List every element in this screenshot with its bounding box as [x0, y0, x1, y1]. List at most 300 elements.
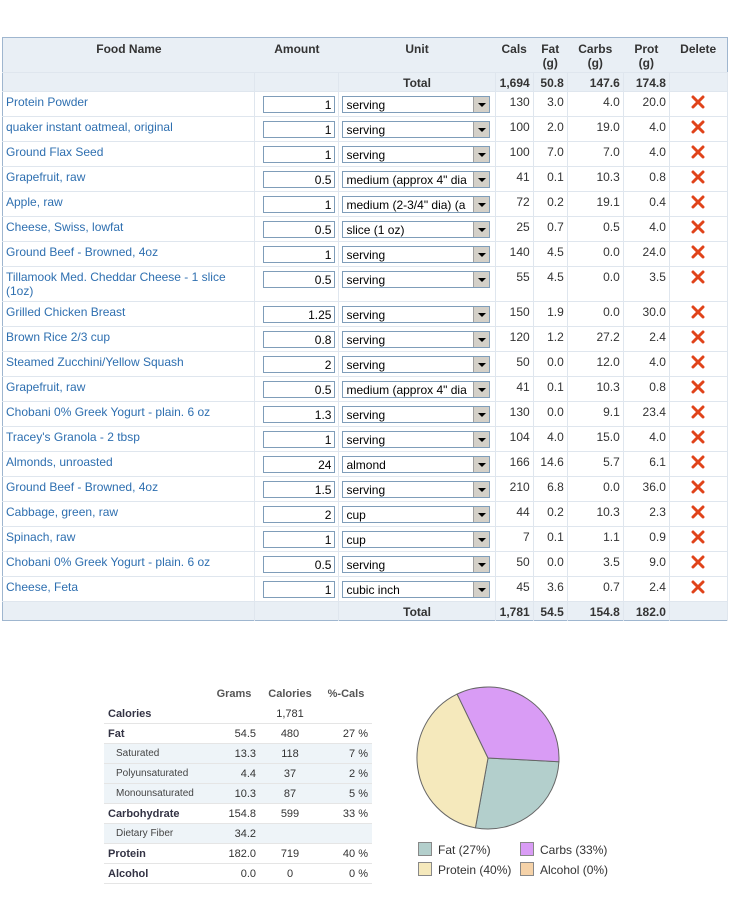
amount-input[interactable]	[263, 431, 335, 448]
unit-select[interactable]	[342, 271, 490, 288]
fat-value: 0.1	[533, 167, 567, 192]
food-row	[3, 142, 728, 167]
prot-value: 36.0	[623, 477, 669, 502]
carbs-value: 15.0	[567, 427, 623, 452]
cals-value: 50	[495, 352, 533, 377]
delete-button[interactable]	[669, 302, 727, 327]
cals-value: 7	[495, 527, 533, 552]
amount-input[interactable]	[263, 171, 335, 188]
summary-calories: 0	[260, 864, 320, 884]
dropdown-arrow-icon	[473, 247, 489, 262]
food-row	[3, 377, 728, 402]
amount-input[interactable]	[263, 96, 335, 113]
delete-x-icon	[691, 120, 705, 134]
summary-row	[104, 844, 372, 864]
delete-button[interactable]	[669, 477, 727, 502]
prot-value: 6.1	[623, 452, 669, 477]
summary-pct: 40 %	[320, 844, 372, 864]
summary-label: Fat	[104, 724, 208, 744]
carbs-value: 0.0	[567, 302, 623, 327]
amount-input[interactable]	[263, 356, 335, 373]
header-carbs-unit: (g)	[587, 56, 603, 70]
bottom-total-carbs: 154.8	[567, 602, 623, 621]
pie-slice-fat	[475, 758, 558, 829]
amount-input[interactable]	[263, 381, 335, 398]
cals-value: 104	[495, 427, 533, 452]
delete-button[interactable]	[669, 167, 727, 192]
summary-label: Calories	[104, 704, 208, 724]
dropdown-arrow-icon	[473, 197, 489, 212]
delete-button[interactable]	[669, 402, 727, 427]
dropdown-arrow-icon	[473, 122, 489, 137]
bottom-total-row	[3, 602, 728, 621]
carbs-value: 0.0	[567, 267, 623, 302]
unit-select[interactable]	[342, 96, 490, 113]
summary-row	[104, 864, 372, 884]
amount-input[interactable]	[263, 146, 335, 163]
unit-select-value: serving	[346, 483, 386, 497]
delete-button[interactable]	[669, 327, 727, 352]
fat-value: 0.2	[533, 192, 567, 217]
legend-swatch-carbs	[520, 842, 534, 856]
summary-calories: 719	[260, 844, 320, 864]
summary-pct: 27 %	[320, 724, 372, 744]
unit-select-value: serving	[346, 408, 386, 422]
header-prot	[623, 38, 669, 73]
header-prot-unit: (g)	[638, 56, 654, 70]
summary-row	[104, 764, 372, 784]
fat-value: 0.2	[533, 502, 567, 527]
summary-pct	[320, 704, 372, 724]
delete-x-icon	[691, 405, 705, 419]
fat-value: 7.0	[533, 142, 567, 167]
dropdown-arrow-icon	[473, 457, 489, 472]
unit-select[interactable]	[342, 431, 490, 448]
unit-select[interactable]	[342, 456, 490, 473]
fat-value: 4.5	[533, 267, 567, 302]
carbs-value: 19.1	[567, 192, 623, 217]
unit-select[interactable]	[342, 381, 490, 398]
food-name-link[interactable]: Cabbage, green, raw	[6, 505, 119, 519]
summary-calories: 599	[260, 804, 320, 824]
food-row	[3, 402, 728, 427]
carbs-value: 10.3	[567, 377, 623, 402]
macro-pie-chart	[416, 684, 562, 832]
food-name-link[interactable]: Ground Flax Seed	[6, 145, 104, 159]
dropdown-arrow-icon	[473, 507, 489, 522]
amount-input[interactable]	[263, 271, 335, 288]
carbs-value: 19.0	[567, 117, 623, 142]
prot-value: 24.0	[623, 242, 669, 267]
summary-grams: 10.3	[208, 784, 260, 804]
unit-select-value: serving	[346, 333, 386, 347]
delete-button[interactable]	[669, 217, 727, 242]
unit-select[interactable]	[342, 356, 490, 373]
food-name-link[interactable]: Grilled Chicken Breast	[6, 305, 126, 319]
food-name-link[interactable]: Grapefruit, raw	[6, 380, 86, 394]
food-row	[3, 427, 728, 452]
summary-header-grams: Grams	[216, 688, 252, 700]
delete-button[interactable]	[669, 577, 727, 602]
nutrition-summary-table	[104, 684, 372, 884]
amount-input[interactable]	[263, 306, 335, 323]
carbs-value: 0.7	[567, 577, 623, 602]
delete-button[interactable]	[669, 527, 727, 552]
delete-button[interactable]	[669, 502, 727, 527]
summary-grams: 54.5	[208, 724, 260, 744]
food-row	[3, 502, 728, 527]
unit-select-value: cubic inch	[346, 583, 400, 597]
food-row	[3, 92, 728, 117]
summary-calories	[260, 824, 320, 844]
carbs-value: 7.0	[567, 142, 623, 167]
unit-select[interactable]	[342, 171, 490, 188]
header-delete: Delete	[669, 38, 727, 73]
summary-grams: 154.8	[208, 804, 260, 824]
unit-select-value: serving	[346, 148, 386, 162]
food-name-link[interactable]: Chobani 0% Greek Yogurt - plain. 6 oz	[6, 405, 211, 419]
summary-grams	[208, 704, 260, 724]
prot-value: 2.3	[623, 502, 669, 527]
food-row	[3, 192, 728, 217]
fat-value: 2.0	[533, 117, 567, 142]
legend-item-protein	[418, 862, 511, 878]
summary-label: Alcohol	[104, 864, 208, 884]
cals-value: 55	[495, 267, 533, 302]
prot-value: 4.0	[623, 427, 669, 452]
summary-pct	[320, 824, 372, 844]
prot-value: 23.4	[623, 402, 669, 427]
unit-select[interactable]	[342, 406, 490, 423]
summary-row	[104, 724, 372, 744]
summary-header	[104, 684, 372, 704]
delete-button[interactable]	[669, 352, 727, 377]
fat-value: 1.9	[533, 302, 567, 327]
delete-button[interactable]	[669, 552, 727, 577]
unit-select[interactable]	[342, 581, 490, 598]
prot-value: 3.5	[623, 267, 669, 302]
header-fat	[533, 38, 567, 73]
unit-select-value: cup	[346, 533, 366, 547]
amount-input[interactable]	[263, 121, 335, 138]
header-carbs-label: Carbs	[578, 42, 613, 56]
delete-x-icon	[691, 455, 705, 469]
unit-select-value: serving	[346, 248, 386, 262]
fat-value: 0.1	[533, 527, 567, 552]
unit-select[interactable]	[342, 221, 490, 238]
delete-button[interactable]	[669, 242, 727, 267]
legend-swatch-alcohol	[520, 862, 534, 876]
summary-calories: 37	[260, 764, 320, 784]
delete-x-icon	[691, 355, 705, 369]
delete-x-icon	[691, 195, 705, 209]
fat-value: 1.2	[533, 327, 567, 352]
delete-button[interactable]	[669, 92, 727, 117]
dropdown-arrow-icon	[473, 272, 489, 287]
summary-grams: 4.4	[208, 764, 260, 784]
unit-select[interactable]	[342, 331, 490, 348]
delete-x-icon	[691, 145, 705, 159]
delete-button[interactable]	[669, 427, 727, 452]
fat-value: 0.0	[533, 352, 567, 377]
delete-button[interactable]	[669, 267, 727, 302]
fat-value: 14.6	[533, 452, 567, 477]
delete-x-icon	[691, 530, 705, 544]
food-row	[3, 452, 728, 477]
amount-input[interactable]	[263, 406, 335, 423]
unit-select[interactable]	[342, 481, 490, 498]
amount-input[interactable]	[263, 481, 335, 498]
cals-value: 130	[495, 92, 533, 117]
prot-value: 0.8	[623, 167, 669, 192]
legend-item-alcohol	[520, 862, 608, 878]
prot-value: 4.0	[623, 352, 669, 377]
top-total-cals: 1,694	[495, 73, 533, 92]
carbs-value: 0.5	[567, 217, 623, 242]
summary-label: Carbohydrate	[104, 804, 208, 824]
summary-label: Saturated	[104, 744, 208, 764]
header-fat-label: Fat	[541, 42, 560, 56]
food-name-link[interactable]: Protein Powder	[6, 95, 89, 109]
unit-select-value: cup	[346, 508, 366, 522]
carbs-value: 4.0	[567, 92, 623, 117]
summary-header-calories: Calories	[268, 688, 312, 700]
legend-swatch-protein	[418, 862, 432, 876]
food-log-table	[2, 37, 728, 621]
unit-select-value: almond	[346, 458, 386, 472]
prot-value: 4.0	[623, 217, 669, 242]
delete-x-icon	[691, 555, 705, 569]
unit-select[interactable]	[342, 196, 490, 213]
legend-swatch-fat	[418, 842, 432, 856]
dropdown-arrow-icon	[473, 172, 489, 187]
amount-input[interactable]	[263, 221, 335, 238]
food-row	[3, 327, 728, 352]
fat-value: 0.0	[533, 552, 567, 577]
carbs-value: 12.0	[567, 352, 623, 377]
food-name-link[interactable]: Chobani 0% Greek Yogurt - plain. 6 oz	[6, 555, 211, 569]
delete-x-icon	[691, 380, 705, 394]
summary-pct: 2 %	[320, 764, 372, 784]
delete-button[interactable]	[669, 142, 727, 167]
prot-value: 0.9	[623, 527, 669, 552]
food-row	[3, 217, 728, 242]
header-amount: Amount	[255, 38, 339, 73]
top-total-row	[3, 73, 728, 92]
food-row	[3, 527, 728, 552]
prot-value: 2.4	[623, 577, 669, 602]
dropdown-arrow-icon	[473, 407, 489, 422]
amount-input[interactable]	[263, 581, 335, 598]
bottom-total-prot: 182.0	[623, 602, 669, 621]
food-row	[3, 167, 728, 192]
delete-x-icon	[691, 580, 705, 594]
legend-label-protein: Protein (40%)	[438, 863, 512, 877]
unit-select-value: medium (approx 4" dia	[346, 383, 467, 397]
food-name-link[interactable]: Brown Rice 2/3 cup	[6, 330, 111, 344]
prot-value: 0.8	[623, 377, 669, 402]
carbs-value: 10.3	[567, 167, 623, 192]
food-name-link[interactable]: Grapefruit, raw	[6, 170, 86, 184]
summary-calories: 118	[260, 744, 320, 764]
summary-grams: 0.0	[208, 864, 260, 884]
delete-x-icon	[691, 245, 705, 259]
legend-label-alcohol: Alcohol (0%)	[540, 863, 609, 877]
food-name-link[interactable]: Cheese, Swiss, lowfat	[6, 220, 124, 234]
unit-select[interactable]	[342, 146, 490, 163]
dropdown-arrow-icon	[473, 582, 489, 597]
table-header	[3, 38, 728, 73]
cals-value: 130	[495, 402, 533, 427]
food-row	[3, 242, 728, 267]
cals-value: 72	[495, 192, 533, 217]
dropdown-arrow-icon	[473, 482, 489, 497]
cals-value: 166	[495, 452, 533, 477]
food-name-link[interactable]: Almonds, unroasted	[6, 455, 113, 469]
food-name-link[interactable]: Steamed Zucchini/Yellow Squash	[6, 355, 184, 369]
cals-value: 150	[495, 302, 533, 327]
unit-select-value: serving	[346, 273, 386, 287]
cals-value: 45	[495, 577, 533, 602]
prot-value: 0.4	[623, 192, 669, 217]
cals-value: 210	[495, 477, 533, 502]
unit-select[interactable]	[342, 121, 490, 138]
legend-item-fat	[418, 842, 491, 858]
dropdown-arrow-icon	[473, 357, 489, 372]
cals-value: 50	[495, 552, 533, 577]
delete-button[interactable]	[669, 452, 727, 477]
header-prot-label: Prot	[634, 42, 659, 56]
summary-grams: 34.2	[208, 824, 260, 844]
delete-x-icon	[691, 95, 705, 109]
delete-x-icon	[691, 220, 705, 234]
summary-pct: 5 %	[320, 784, 372, 804]
fat-value: 0.7	[533, 217, 567, 242]
amount-input[interactable]	[263, 556, 335, 573]
delete-x-icon	[691, 305, 705, 319]
delete-button[interactable]	[669, 192, 727, 217]
summary-pct: 7 %	[320, 744, 372, 764]
delete-x-icon	[691, 330, 705, 344]
amount-input[interactable]	[263, 246, 335, 263]
cals-value: 100	[495, 117, 533, 142]
food-row	[3, 117, 728, 142]
food-name-link[interactable]: Ground Beef - Browned, 4oz	[6, 245, 159, 259]
food-name-link[interactable]: Tracey's Granola - 2 tbsp	[6, 430, 140, 444]
dropdown-arrow-icon	[473, 432, 489, 447]
food-name-link[interactable]: Apple, raw	[6, 195, 63, 209]
carbs-value: 0.0	[567, 242, 623, 267]
fat-value: 4.5	[533, 242, 567, 267]
food-name-link[interactable]: Spinach, raw	[6, 530, 76, 544]
amount-input[interactable]	[263, 196, 335, 213]
summary-label: Monounsaturated	[104, 784, 208, 804]
amount-input[interactable]	[263, 331, 335, 348]
prot-value: 4.0	[623, 142, 669, 167]
dropdown-arrow-icon	[473, 532, 489, 547]
prot-value: 30.0	[623, 302, 669, 327]
header-unit: Unit	[339, 38, 495, 73]
food-name-link[interactable]: quaker instant oatmeal, original	[6, 120, 173, 134]
bottom-total-cals: 1,781	[495, 602, 533, 621]
summary-row	[104, 784, 372, 804]
bottom-total-label: Total	[339, 602, 495, 621]
cals-value: 44	[495, 502, 533, 527]
carbs-value: 27.2	[567, 327, 623, 352]
summary-label: Polyunsaturated	[104, 764, 208, 784]
unit-select[interactable]	[342, 531, 490, 548]
top-total-carbs: 147.6	[567, 73, 623, 92]
unit-select-value: medium (approx 4" dia	[346, 173, 467, 187]
top-total-prot: 174.8	[623, 73, 669, 92]
delete-x-icon	[691, 270, 705, 284]
carbs-value: 9.1	[567, 402, 623, 427]
fat-value: 0.0	[533, 402, 567, 427]
food-row	[3, 477, 728, 502]
amount-input[interactable]	[263, 456, 335, 473]
carbs-value: 3.5	[567, 552, 623, 577]
carbs-value: 1.1	[567, 527, 623, 552]
dropdown-arrow-icon	[473, 382, 489, 397]
summary-calories: 87	[260, 784, 320, 804]
summary-pct: 0 %	[320, 864, 372, 884]
food-name-link[interactable]: Tillamook Med. Cheddar Cheese - 1 slice (1oz)	[6, 270, 226, 298]
carbs-value: 5.7	[567, 452, 623, 477]
food-row	[3, 352, 728, 377]
unit-select-value: medium (2-3/4" dia) (a	[346, 198, 466, 212]
top-total-fat: 50.8	[533, 73, 567, 92]
legend-item-carbs	[520, 842, 607, 858]
summary-calories: 480	[260, 724, 320, 744]
header-food-name: Food Name	[3, 38, 255, 73]
delete-button[interactable]	[669, 117, 727, 142]
cals-value: 120	[495, 327, 533, 352]
header-carbs	[567, 38, 623, 73]
summary-pct: 33 %	[320, 804, 372, 824]
prot-value: 20.0	[623, 92, 669, 117]
dropdown-arrow-icon	[473, 97, 489, 112]
carbs-value: 0.0	[567, 477, 623, 502]
dropdown-arrow-icon	[473, 557, 489, 572]
unit-select[interactable]	[342, 306, 490, 323]
delete-x-icon	[691, 170, 705, 184]
cals-value: 140	[495, 242, 533, 267]
unit-select[interactable]	[342, 246, 490, 263]
delete-x-icon	[691, 505, 705, 519]
unit-select[interactable]	[342, 556, 490, 573]
unit-select-value: slice (1 oz)	[346, 223, 405, 237]
cals-value: 25	[495, 217, 533, 242]
unit-select[interactable]	[342, 506, 490, 523]
fat-value: 0.1	[533, 377, 567, 402]
carbs-value: 10.3	[567, 502, 623, 527]
delete-button[interactable]	[669, 377, 727, 402]
dropdown-arrow-icon	[473, 332, 489, 347]
food-name-link[interactable]: Cheese, Feta	[6, 580, 79, 594]
fat-value: 3.6	[533, 577, 567, 602]
amount-input[interactable]	[263, 506, 335, 523]
summary-row	[104, 824, 372, 844]
legend-label-carbs: Carbs (33%)	[540, 843, 608, 857]
food-row	[3, 267, 728, 302]
summary-grams: 182.0	[208, 844, 260, 864]
dropdown-arrow-icon	[473, 222, 489, 237]
food-name-link[interactable]: Ground Beef - Browned, 4oz	[6, 480, 159, 494]
unit-select-value: serving	[346, 358, 386, 372]
fat-value: 6.8	[533, 477, 567, 502]
header-cals: Cals	[495, 38, 533, 73]
amount-input[interactable]	[263, 531, 335, 548]
